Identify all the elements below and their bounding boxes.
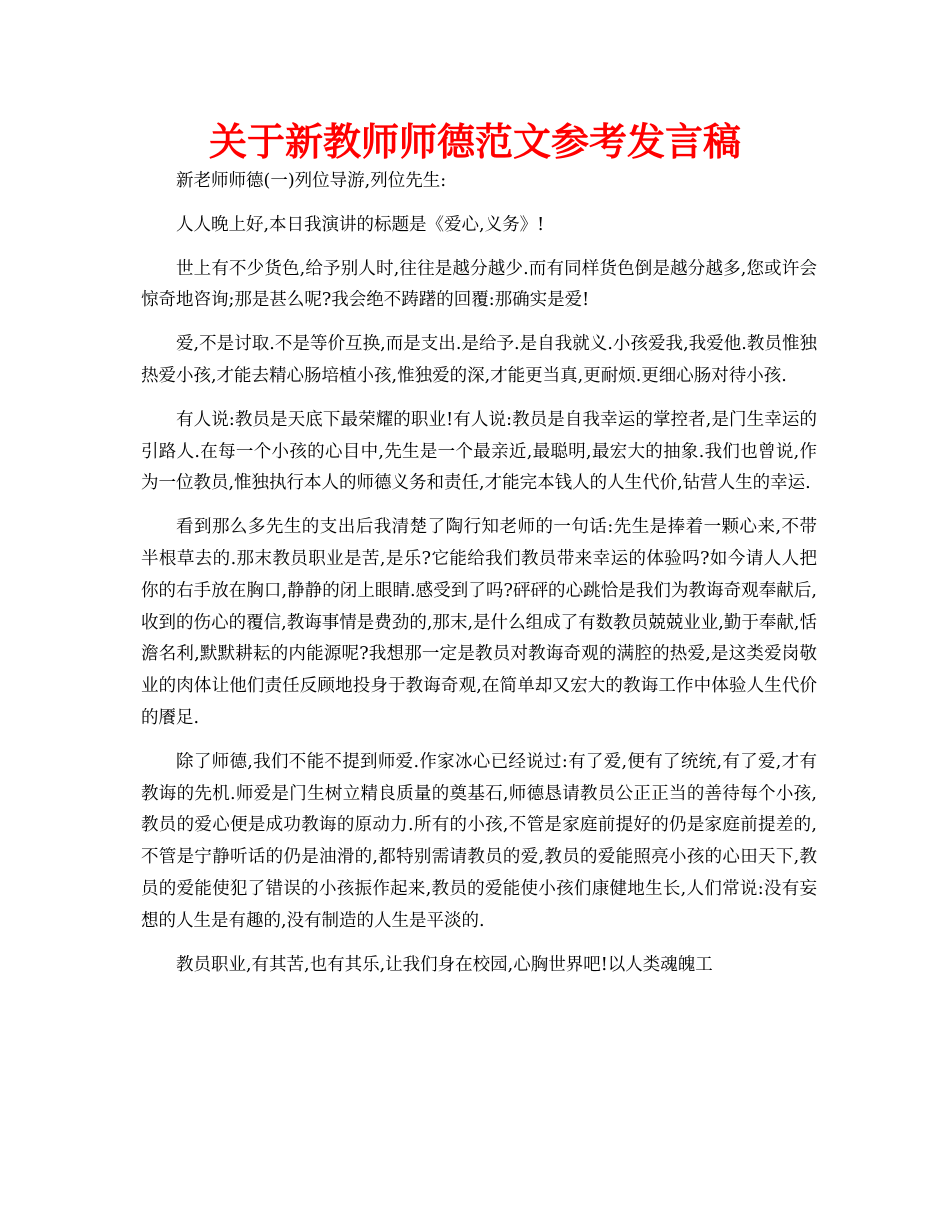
- paragraph: 教员职业,有其苦,也有其乐,让我们身在校园,心胸世界吧!以人类魂魄工: [176, 954, 713, 975]
- paragraph: 看到那么多先生的支出后我清楚了陶行知老师的一句话:先生是捧着一颗心来,不带半根草去的.那末教员职业是苦,是乐?它能给我们教员带来幸运的体验吗?如今请人人把你的右手放在胸口,静静的闭上眼睛.感受到了吗?砰砰的心跳恰是我们为教诲奇观奉献后,收到的伤心的覆信,教诲事情是费劲的,那末,是什么组成了有数教员兢兢业业,勤于奉献,恬澹名利,默默耕耘的内能源呢?我想那一定是教员对教诲奇观的满腔的热爱,是这类爱岗敬业的肉体让他们责任反顾地投身于教诲奇观,在简单却又宏大的教诲工作中体验人生代价的餍足.: [141, 517, 817, 728]
- paragraph: 世上有不少货色,给予别人时,往往是越分越少.而有同样货色倒是越分越多,您或许会惊奇地咨询;那是甚么呢?我会绝不踌躇的回覆:那确实是爱!: [141, 258, 817, 311]
- paragraph: 人人晚上好,本日我演讲的标题是《爱心,义务》!: [176, 214, 545, 235]
- document-title: 关于新教师师德范文参考发言稿: [208, 120, 741, 164]
- paragraph: 新老师师德(一)列位导游,列位先生:: [176, 171, 447, 191]
- paragraph: 有人说:教员是天底下最荣耀的职业!有人说:教员是自我幸运的掌控者,是门生幸运的引路人.在每一个小孩的心目中,先生是一个最亲近,最聪明,最宏大的抽象.我们也曾说,作为一位教员,惟独执行本人的师德义务和责任,才能完本钱人的人生代价,钻营人生的幸运.: [141, 409, 817, 494]
- paragraph: 爱,不是讨取.不是等价互换,而是支出.是给予.是自我就义.小孩爱我,我爱他.教员惟独热爱小孩,才能去精心肠培植小孩,惟独爱的深,才能更当真,更耐烦.更细心肠对待小孩.: [141, 334, 817, 386]
- paragraph: 除了师德,我们不能不提到师爱.作家冰心已经说过:有了爱,便有了统统,有了爱,才有教诲的先机.师爱是门生树立精良质量的奠基石,师德恳请教员公正正当的善待每个小孩,教员的爱心便是成功教诲的原动力.所有的小孩,不管是家庭前提好的仍是家庭前提差的,不管是宁静听话的仍是油滑的,都特别需请教员的爱,教员的爱能照亮小孩的心田天下,教员的爱能使犯了错误的小孩振作起来,教员的爱能使小孩们康健地生长,人们常说:没有妄想的人生是有趣的,没有制造的人生是平淡的.: [141, 751, 817, 931]
- document-body: [141, 166, 817, 993]
